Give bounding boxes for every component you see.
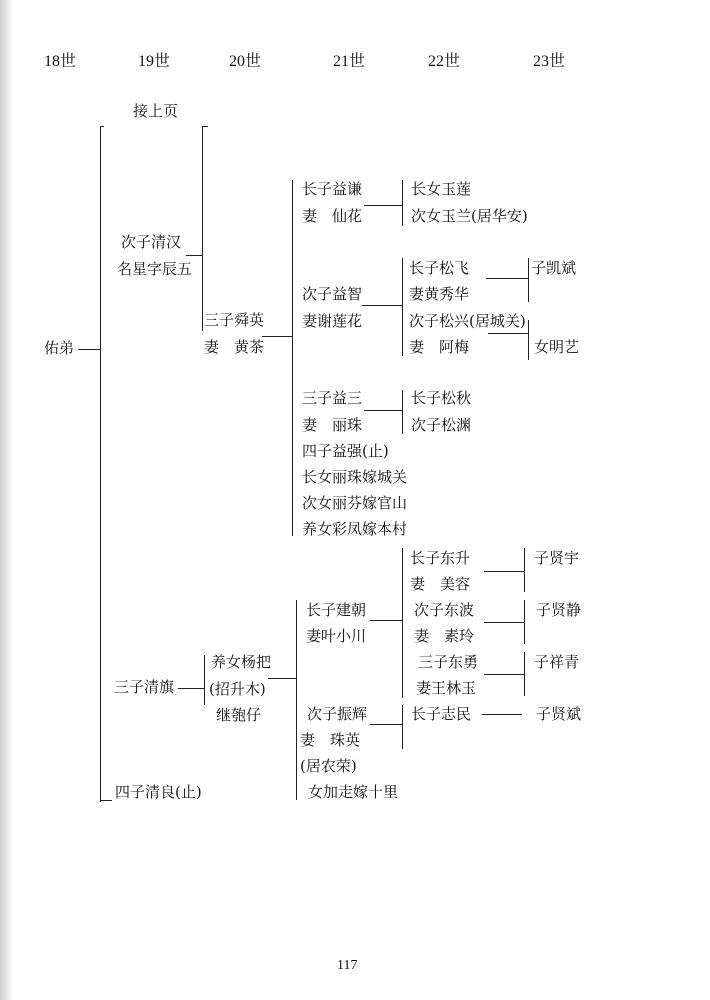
scan-shadow-edge — [0, 0, 14, 1000]
generation-21-label: 21世 — [333, 53, 366, 70]
connector-line — [268, 678, 296, 679]
person-yiqian: 长子益谦 — [302, 180, 363, 198]
connector-line — [364, 205, 402, 206]
person-songqiu: 长子松秋 — [411, 389, 472, 407]
connector-line — [484, 571, 524, 572]
connector-line — [484, 622, 524, 623]
person-jianchao: 长子建朝 — [306, 601, 367, 619]
connector-line — [402, 548, 403, 698]
connector-line — [528, 258, 529, 302]
connector-line — [178, 688, 204, 689]
connector-line — [524, 548, 525, 592]
connector-line — [402, 390, 403, 434]
person-shunying: 三子舜英 — [204, 311, 265, 329]
connector-line — [528, 320, 529, 360]
spouse-dongsheng: 妻 美容 — [410, 575, 471, 593]
connector-line — [484, 674, 524, 675]
person-yulan: 次女玉兰(居华安) — [411, 207, 528, 225]
root-person: 佑弟 — [44, 339, 75, 357]
person-qinghan: 次子清汉 — [121, 233, 182, 251]
connector-line — [524, 600, 525, 644]
spouse-yiqian: 妻 仙花 — [302, 207, 363, 225]
page-number: 117 — [337, 958, 358, 973]
person-xianbin: 子贤斌 — [536, 705, 582, 723]
person-lizhu: 长女丽珠嫁城关 — [302, 468, 408, 486]
connector-line — [362, 305, 402, 306]
connector-line — [100, 126, 104, 127]
connector-line — [524, 652, 525, 696]
person-dongsheng: 长子东升 — [410, 549, 471, 567]
spouse-dongbo: 妻 素玲 — [414, 627, 475, 645]
person-xianjing: 子贤静 — [536, 601, 582, 619]
person-kaibin: 子凯斌 — [531, 259, 577, 277]
connector-line — [204, 655, 205, 705]
person-heir: 继匏仔 — [216, 706, 262, 724]
person-caifeng: 养女彩凤嫁本村 — [302, 520, 408, 538]
connector-line — [202, 126, 208, 127]
person-jiazou: 女加走嫁十里 — [308, 783, 399, 801]
person-zhimin: 长子志民 — [411, 705, 472, 723]
person-mingyi: 女明艺 — [534, 338, 580, 356]
spouse-shunying: 妻 黄茶 — [204, 338, 265, 356]
generation-20-label: 20世 — [229, 53, 262, 70]
person-adopted-daughter: 养女杨把 — [211, 653, 272, 671]
person-yiqiang: 四子益强(止) — [302, 442, 389, 460]
connector-line — [262, 336, 292, 337]
connector-line — [202, 126, 203, 331]
spouse-zhenhui: 妻 珠英 — [300, 731, 361, 749]
spouse-songfei: 妻黄秀华 — [409, 285, 470, 303]
connector-line — [402, 705, 403, 749]
spouse-dongyong: 妻王林玉 — [416, 679, 477, 697]
connector-line — [488, 333, 528, 334]
person-songxing: 次子松兴(居城关) — [409, 312, 526, 330]
spouse-adopted-daughter: (招升木) — [209, 680, 266, 698]
connector-line — [482, 714, 522, 715]
person-lifen: 次女丽芬嫁官山 — [302, 494, 408, 512]
connector-line — [78, 349, 100, 350]
connector-line — [486, 278, 528, 279]
person-yizhi: 次子益智 — [302, 285, 363, 303]
person-yisan: 三子益三 — [302, 389, 363, 407]
person-xiangqing: 子祥青 — [534, 653, 580, 671]
generation-22-label: 22世 — [428, 53, 461, 70]
connector-line — [186, 255, 202, 256]
connector-line — [292, 180, 293, 536]
continued-note: 接上页 — [133, 102, 179, 120]
generation-18-label: 18世 — [44, 53, 77, 70]
person-zhenhui: 次子振辉 — [307, 705, 368, 723]
connector-line — [364, 410, 402, 411]
connector-line — [100, 126, 101, 802]
person-xianyu: 子贤宇 — [534, 549, 580, 567]
connector-line — [402, 258, 403, 356]
person-songfei: 长子松飞 — [409, 259, 470, 277]
connector-line — [402, 180, 403, 226]
connector-line — [370, 620, 402, 621]
generation-19-label: 19世 — [138, 53, 171, 70]
person-songyuan: 次子松渊 — [411, 416, 472, 434]
person-dongyong: 三子东勇 — [418, 653, 479, 671]
connector-line — [296, 600, 297, 800]
person-qinghan-alias: 名星字辰五 — [117, 260, 193, 278]
generation-23-label: 23世 — [533, 53, 566, 70]
spouse-jianchao: 妻叶小川 — [306, 627, 367, 645]
connector-line — [100, 800, 112, 801]
person-qingqi: 三子清旗 — [114, 678, 175, 696]
person-dongbo: 次子东波 — [414, 601, 475, 619]
spouse-songxing: 妻 阿梅 — [409, 338, 470, 356]
person-qingliang: 四子清良(止) — [115, 783, 202, 801]
person-yulian: 长女玉莲 — [411, 180, 472, 198]
connector-line — [370, 724, 402, 725]
spouse-yizhi: 妻谢莲花 — [302, 312, 363, 330]
spouse-yisan: 妻 丽珠 — [302, 416, 363, 434]
residence-zhenhui: (居农荣) — [300, 757, 357, 775]
